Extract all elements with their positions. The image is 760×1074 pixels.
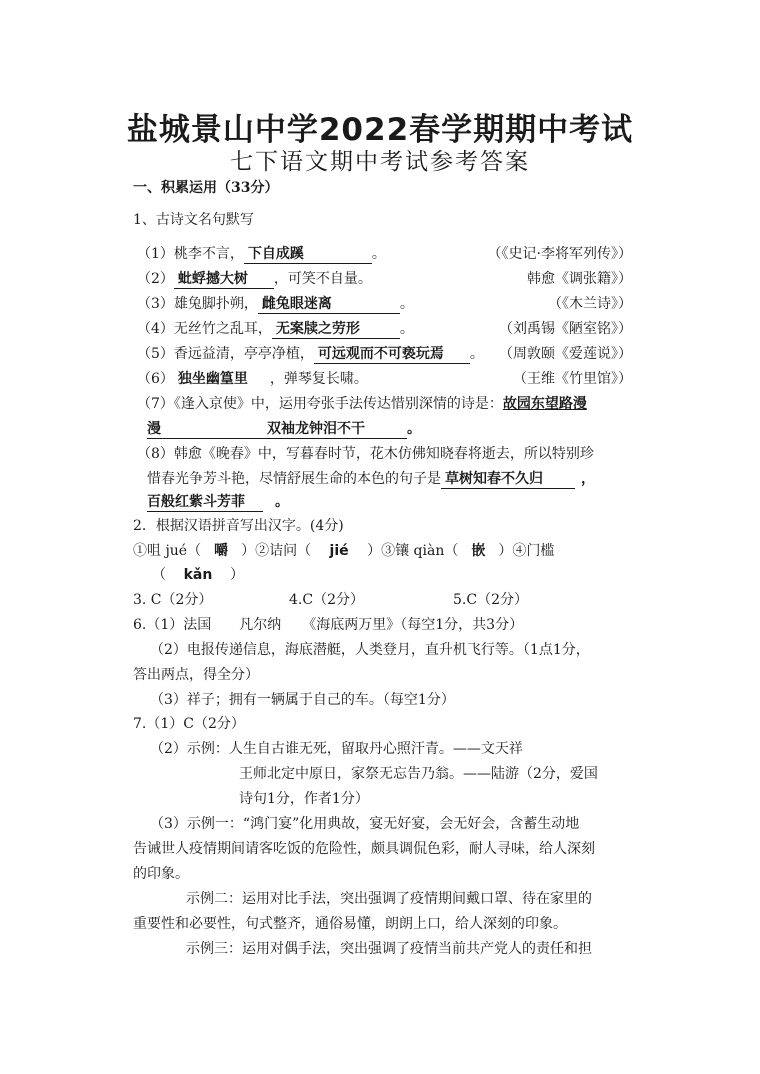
poem-item-1: （1）桃李不言， 下自成蹊 。 （《史记·李将军列传》） xyxy=(137,246,632,262)
question-heading: 1、古诗文名句默写 xyxy=(133,212,254,228)
answer-blank: 百般红紫斗芳菲 xyxy=(147,494,263,512)
poem-source: （王维《竹里馆》） xyxy=(513,371,632,387)
poem-source: （刘禹锡《陋室铭》） xyxy=(499,321,632,337)
answer-blank: 故园东望路漫 xyxy=(502,396,587,412)
section-heading: 一、积累运用（33分） xyxy=(133,180,279,196)
answer-blank: 草树知春不久归 xyxy=(441,471,575,489)
answer-blank: 雌兔眼迷离 xyxy=(258,296,400,314)
poem-item-2: （2） 蚍蜉撼大树 ，可笑不自量。 韩愈《调张籍》） xyxy=(137,271,632,287)
answer-blank: 下自成蹊 xyxy=(244,246,372,264)
question-2-heading: 2．根据汉语拼音写出汉字。(4分) xyxy=(133,518,344,534)
question-7-line: 的印象。 xyxy=(133,866,189,882)
poem-item-4: （4）无丝竹之乱耳， 无案牍之劳形 。 （刘禹锡《陋室铭》） xyxy=(137,321,632,337)
page-title: 盐城景山中学2022春学期期中考试 xyxy=(126,112,634,148)
question-7-line: 王师北定中原日，家祭无忘告乃翁。——陆游（2分，爱国 xyxy=(239,766,598,782)
page-subtitle: 七下语文期中考试参考答案 xyxy=(230,149,530,175)
poem-item-7-cont: 漫 双袖龙钟泪不干 。 xyxy=(147,421,421,437)
poem-item-8: （8）韩愈《晚春》中，写暮春时节，花木仿佛知晓春将逝去，所以特别珍 xyxy=(137,446,594,462)
poem-item-7: （7）《逢入京使》中，运用夸张手法传达惜别深情的诗是：故园东望路漫 xyxy=(137,396,587,412)
question-7-line: （2）示例：人生自古谁无死，留取丹心照汗青。——文天祥 xyxy=(150,741,523,757)
poem-item-6: （6） 独坐幽篁里 ，弹琴复长啸。 （王维《竹里馆》） xyxy=(137,371,632,387)
answer-blank: 可远观而不可亵玩焉 xyxy=(314,346,470,364)
poem-item-3: （3）雄兔脚扑朔， 雌兔眼迷离 。 （《木兰诗》） xyxy=(137,296,632,312)
question-6-line: 答出两点，得全分） xyxy=(133,667,259,683)
question-7-line: 7.（1）C（2分） xyxy=(133,716,245,732)
answer-blank: 无案牍之劳形 xyxy=(272,321,400,339)
poem-source: （周敦颐《爱莲说》） xyxy=(499,346,632,362)
poem-source: （《史记·李将军列传》） xyxy=(487,246,632,262)
question-2-answers-cont: （ kǎn ） xyxy=(152,567,244,583)
answers-3-5: 3. C（2分） 4.C（2分） 5.C（2分） xyxy=(133,592,528,608)
poem-source: （《木兰诗》） xyxy=(548,296,632,312)
question-6-line: 6.（1）法国 凡尔纳 《海底两万里》（每空1分，共3分） xyxy=(133,617,524,633)
question-7-line: 诗句1分，作者1分） xyxy=(239,791,369,807)
poem-item-5: （5）香远益清，亭亭净植， 可远观而不可亵玩焉 。 （周敦颐《爱莲说》） xyxy=(137,346,632,362)
question-7-line: 重要性和必要性，句式整齐，通俗易懂，朗朗上口，给人深刻的印象。 xyxy=(133,916,567,932)
question-2-answers: ①咀 jué（ 嚼 ）②诘问（ jié ）③镶 qiàn（ 嵌 ）④门槛 xyxy=(133,543,555,559)
question-6-line: （2）电报传递信息，海底潜艇，人类登月，直升机飞行等。（1点1分， xyxy=(150,642,590,658)
question-7-line: 示例二：运用对比手法，突出强调了疫情期间戴口罩、待在家里的 xyxy=(186,891,592,907)
question-6-line: （3）祥子；拥有一辆属于自己的车。（每空1分） xyxy=(150,692,455,708)
answer-blank: 蚍蜉撼大树 xyxy=(174,271,274,289)
question-7-line: 示例三：运用对偶手法，突出强调了疫情当前共产党人的责任和担 xyxy=(186,941,592,957)
answer-blank: 漫 xyxy=(147,421,247,439)
question-7-line: （3）示例一：“鸿门宴”化用典故，宴无好宴，会无好会，含蓄生动地 xyxy=(150,816,580,832)
answer-blank: 独坐幽篁里 xyxy=(177,371,248,387)
question-7-line: 告诫世人疫情期间请客吃饭的危险性，颇具调侃色彩，耐人寻味，给人深刻 xyxy=(133,841,595,857)
poem-item-8-cont: 惜春光争芳斗艳，尽情舒展生命的本色的句子是 草树知春不久归 ， xyxy=(147,471,595,487)
answer-blank: 双袖龙钟泪不干 xyxy=(247,421,407,439)
poem-source: 韩愈《调张籍》） xyxy=(527,271,632,287)
poem-item-8-cont2: 百般红紫斗芳菲 。 xyxy=(147,494,289,510)
